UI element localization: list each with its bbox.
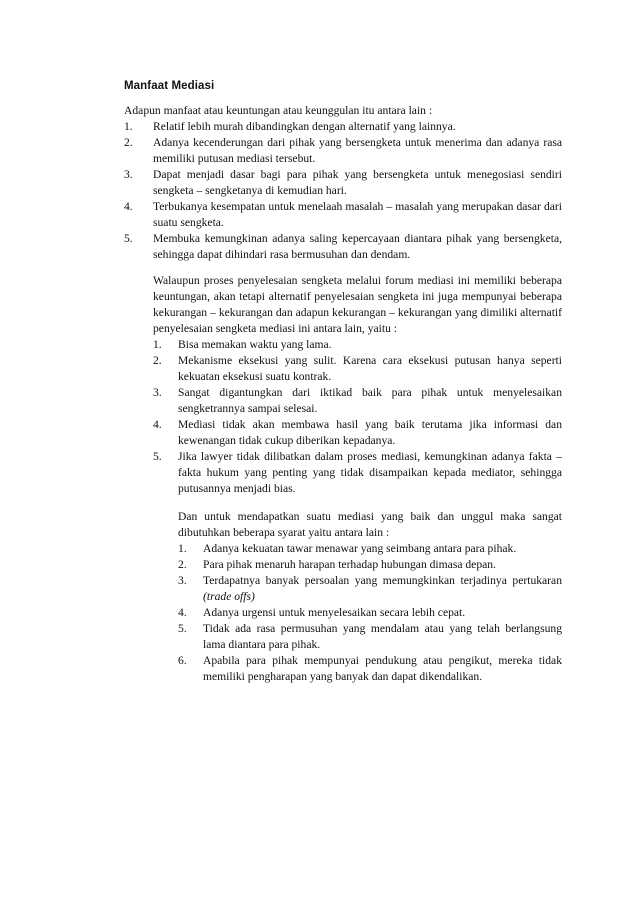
item-text: Relatif lebih murah dibandingkan dengan alternatif yang lainnya. xyxy=(153,120,456,133)
list-item xyxy=(124,119,562,135)
list-item xyxy=(153,385,562,417)
item-text: Terbukanya kesempatan untuk menelaah masalah – masalah yang merupakan dasar dari suatu sengketa. xyxy=(153,200,562,229)
list-item xyxy=(153,353,562,385)
list-item xyxy=(178,621,562,653)
list-item xyxy=(178,541,562,557)
item-number: 5. xyxy=(124,232,133,245)
document-body xyxy=(124,103,562,685)
item-number: 1. xyxy=(124,120,133,133)
drawbacks-paragraph: Walaupun proses penyelesaian sengketa melalui forum mediasi ini memiliki beberapa keuntungan, akan tetapi alternatif penyelesaian sengketa ini juga mempunyai beberapa kekurangan – kekurangan dan adapun kekurangan – kekurangan yang dimiliki alternatif penyelesaian sengketa mediasi ini antara lain, yaitu : xyxy=(153,274,562,335)
drawbacks-section xyxy=(153,273,562,685)
list-item xyxy=(153,417,562,449)
item-number: 3. xyxy=(178,574,187,587)
list-item xyxy=(124,167,562,199)
item-number: 1. xyxy=(153,338,162,351)
item-text: Mekanisme eksekusi yang sulit. Karena cara eksekusi putusan hanya seperti kekuatan eksekusi suatu kontrak. xyxy=(178,354,562,383)
list-item xyxy=(178,605,562,621)
item-text: Para pihak menaruh harapan terhadap hubungan dimasa depan. xyxy=(203,558,496,571)
list-item xyxy=(124,231,562,263)
item-number: 2. xyxy=(178,558,187,571)
item-number: 6. xyxy=(178,654,187,667)
item-text: Membuka kemungkinan adanya saling kepercayaan diantara pihak yang bersengketa, sehingga dapat dihindari rasa bermusuhan dan dendam. xyxy=(153,232,562,261)
item-number: 4. xyxy=(124,200,133,213)
item-number: 5. xyxy=(153,450,162,463)
item-number: 3. xyxy=(124,168,133,181)
requirements-paragraph: Dan untuk mendapatkan suatu mediasi yang baik dan unggul maka sangat dibutuhkan beberapa syarat yaitu antara lain : xyxy=(178,510,562,539)
list-item xyxy=(153,449,562,497)
item-number: 5. xyxy=(178,622,187,635)
item-text: Apabila para pihak mempunyai pendukung atau pengikut, mereka tidak memiliki pengharapan yang banyak dan dapat dikendalikan. xyxy=(203,654,562,683)
item-text: Dapat menjadi dasar bagi para pihak yang bersengketa untuk menegosiasi sendiri sengketa – sengketanya di kemudian hari. xyxy=(153,168,562,197)
requirements-section xyxy=(178,509,562,685)
item-text: Adanya kekuatan tawar menawar yang seimbang antara para pihak. xyxy=(203,542,517,555)
item-text: Terdapatnya banyak persoalan yang memungkinkan terjadinya pertukaran xyxy=(203,574,562,587)
list-item xyxy=(124,135,562,167)
item-text: Adanya kecenderungan dari pihak yang bersengketa untuk menerima dan adanya rasa memiliki putusan mediasi tersebut. xyxy=(153,136,562,165)
item-text: Tidak ada rasa permusuhan yang mendalam atau yang telah berlangsung lama diantara para pihak. xyxy=(203,622,562,651)
intro-paragraph: Adapun manfaat atau keuntungan atau keunggulan itu antara lain : xyxy=(124,104,433,117)
list-item xyxy=(124,199,562,231)
item-italic-text: (trade offs) xyxy=(203,590,255,603)
list-item xyxy=(178,573,562,605)
item-text: Bisa memakan waktu yang lama. xyxy=(178,338,332,351)
item-text: Sangat digantungkan dari iktikad baik para pihak untuk menyelesaikan sengketrannya sampai selesai. xyxy=(178,386,562,415)
item-number: 4. xyxy=(178,606,187,619)
drawbacks-list xyxy=(153,337,562,497)
benefits-list xyxy=(124,119,562,263)
item-number: 1. xyxy=(178,542,187,555)
item-text: Adanya urgensi untuk menyelesaikan secara lebih cepat. xyxy=(203,606,466,619)
list-item xyxy=(178,653,562,685)
requirements-list xyxy=(178,541,562,685)
list-item xyxy=(153,337,562,353)
item-number: 2. xyxy=(153,354,162,367)
item-text: Jika lawyer tidak dilibatkan dalam proses mediasi, kemungkinan adanya fakta – fakta hukum yang penting yang tidak disampaikan kepada mediator, sehingga putusannya menjadi bias. xyxy=(178,450,562,495)
list-item xyxy=(178,557,562,573)
item-text: Mediasi tidak akan membawa hasil yang baik terutama jika informasi dan kewenangan tidak cukup diberikan kepadanya. xyxy=(178,418,562,447)
page-title: Manfaat Mediasi xyxy=(124,80,215,92)
item-number: 3. xyxy=(153,386,162,399)
item-number: 2. xyxy=(124,136,133,149)
item-number: 4. xyxy=(153,418,162,431)
